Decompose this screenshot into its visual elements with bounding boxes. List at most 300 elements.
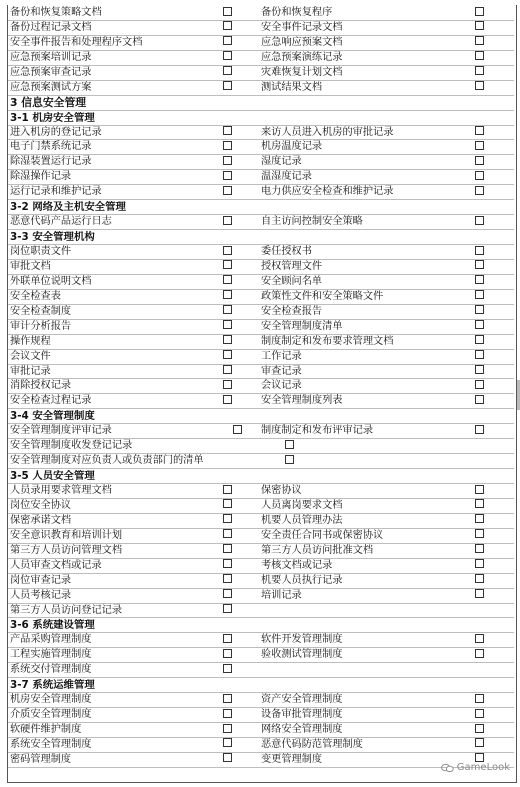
item-label: 安全管理制度收发登记记录 (10, 440, 133, 452)
checkbox[interactable] (475, 156, 484, 165)
subsection-heading (8, 618, 514, 633)
watermark (441, 762, 510, 773)
checkbox[interactable] (475, 216, 484, 225)
item-label: 安全检查过程记录 (10, 395, 92, 407)
checkbox[interactable] (223, 320, 232, 329)
checkbox[interactable] (475, 246, 484, 255)
item-checkbox-cell (195, 21, 259, 35)
subsection-heading (8, 230, 514, 245)
item-label: 安全意识教育和培训计划 (10, 529, 123, 541)
item-checkbox-cell (446, 155, 512, 169)
checkbox[interactable] (223, 574, 232, 583)
checkbox[interactable] (475, 21, 484, 30)
item-label: 工作记录 (261, 350, 302, 362)
checkbox[interactable] (223, 260, 232, 269)
checkbox[interactable] (223, 724, 232, 733)
item-label: 制度制定和发布评审记录 (261, 425, 374, 437)
item-checkbox-cell (446, 544, 512, 558)
item-label: 考核文档或记录 (261, 559, 333, 571)
checkbox[interactable] (223, 335, 232, 344)
item-checkbox-cell (446, 589, 512, 603)
checkbox[interactable] (475, 260, 484, 269)
checkbox[interactable] (475, 126, 484, 135)
subsection-title: 3-2 网络及主机安全管理 (10, 201, 126, 214)
item-checkbox-cell (195, 723, 259, 737)
checkbox[interactable] (475, 350, 484, 359)
item-checkbox-cell (446, 365, 512, 379)
checkbox[interactable] (223, 604, 232, 613)
item-label: 测试结果文档 (261, 81, 323, 93)
item-label: 除湿装置运行记录 (10, 156, 92, 168)
item-checkbox-cell (195, 215, 259, 229)
item-checkbox-cell (446, 126, 512, 140)
item-label: 产品采购管理制度 (10, 634, 92, 646)
table-row (8, 335, 514, 350)
checkbox[interactable] (223, 365, 232, 374)
item-label: 应急预案培训记录 (10, 51, 92, 63)
item-label: 湿度记录 (261, 156, 302, 168)
item-checkbox-cell (195, 6, 259, 20)
item-label: 第三方人员访问登记记录 (10, 604, 123, 616)
item-checkbox-cell (215, 424, 259, 438)
checkbox[interactable] (223, 694, 232, 703)
checkbox[interactable] (223, 395, 232, 404)
item-label: 岗位职责文件 (10, 246, 72, 257)
item-checkbox-cell (195, 275, 259, 289)
checkbox[interactable] (223, 544, 232, 553)
checkbox[interactable] (475, 320, 484, 329)
item-checkbox-cell (195, 245, 259, 259)
item-label: 介质安全管理制度 (10, 709, 92, 721)
table-row (8, 185, 514, 200)
item-checkbox-cell (446, 574, 512, 588)
item-checkbox-cell (195, 155, 259, 169)
item-label: 人员录用要求管理文档 (10, 485, 112, 496)
item-checkbox-cell (446, 424, 512, 438)
checkbox[interactable] (223, 186, 232, 195)
item-checkbox-cell (446, 260, 512, 274)
table-row (8, 559, 514, 574)
table-row (8, 275, 514, 290)
table-row (8, 723, 514, 738)
item-label: 安全检查报告 (261, 305, 323, 317)
checkbox[interactable] (223, 66, 232, 75)
checkbox[interactable] (223, 81, 232, 90)
item-label: 人员离岗要求文档 (261, 499, 343, 511)
item-checkbox-cell (195, 604, 259, 618)
checkbox[interactable] (475, 738, 484, 747)
subsection-heading (8, 469, 514, 484)
item-label: 岗位审查记录 (10, 574, 72, 586)
item-checkbox-cell (446, 185, 512, 199)
item-label: 人员考核记录 (10, 589, 72, 601)
checkbox[interactable] (223, 290, 232, 299)
subsection-title: 3-5 人员安全管理 (10, 470, 95, 483)
item-checkbox-cell (446, 335, 512, 349)
table-row (8, 633, 514, 648)
watermark-text: GameLook (456, 762, 510, 773)
checkbox[interactable] (233, 425, 242, 434)
table-row (8, 738, 514, 753)
table-row (8, 365, 514, 380)
item-label: 进入机房的登记记录 (10, 126, 102, 138)
checkbox[interactable] (223, 21, 232, 30)
table-row (8, 499, 514, 514)
item-checkbox-cell (195, 484, 259, 498)
table-row (8, 454, 514, 469)
item-checkbox-cell (195, 365, 259, 379)
item-checkbox-cell (446, 738, 512, 752)
table-row (8, 170, 514, 185)
item-label: 电力供应安全检查和维护记录 (261, 186, 394, 198)
subsection-title: 3-6 系统建设管理 (10, 619, 95, 632)
item-checkbox-cell (446, 305, 512, 319)
item-checkbox-cell (195, 738, 259, 752)
item-checkbox-cell (195, 36, 259, 50)
table-row (8, 484, 514, 499)
item-label: 安全顾问名单 (261, 275, 323, 287)
checkbox[interactable] (285, 455, 294, 464)
item-checkbox-cell (446, 6, 512, 20)
checkbox[interactable] (223, 664, 232, 673)
item-label: 应急预案测试方案 (10, 81, 92, 93)
item-label: 灾难恢复计划文档 (261, 66, 343, 78)
item-checkbox-cell (195, 51, 259, 65)
item-checkbox-cell (195, 514, 259, 528)
table-row (8, 544, 514, 559)
item-checkbox-cell (195, 753, 259, 767)
item-checkbox-cell (446, 529, 512, 543)
item-checkbox-cell (446, 484, 512, 498)
item-checkbox-cell (446, 320, 512, 334)
item-checkbox-cell (446, 21, 512, 35)
checkbox[interactable] (223, 649, 232, 658)
item-label: 运行记录和维护记录 (10, 186, 102, 198)
item-checkbox-cell (446, 693, 512, 707)
checkbox[interactable] (223, 171, 232, 180)
checkbox[interactable] (223, 589, 232, 598)
table-row (8, 260, 514, 275)
item-checkbox-cell (195, 499, 259, 513)
item-checkbox-cell (285, 439, 315, 453)
item-label: 审批记录 (10, 365, 51, 377)
table-row (8, 51, 514, 66)
item-checkbox-cell (195, 544, 259, 558)
item-label: 授权管理文件 (261, 260, 323, 272)
item-label: 安全管理制度对应负责人或负责部门的清单 (10, 455, 204, 467)
item-checkbox-cell (195, 589, 259, 603)
item-label: 安全事件记录文档 (261, 21, 343, 33)
item-checkbox-cell (446, 275, 512, 289)
subsection-title: 3-3 安全管理机构 (10, 231, 95, 244)
item-checkbox-cell (195, 305, 259, 319)
subsection-title: 3-4 安全管理制度 (10, 410, 95, 423)
item-checkbox-cell (195, 170, 259, 184)
item-label: 会议文件 (10, 350, 51, 362)
checkbox[interactable] (475, 335, 484, 344)
item-label: 应急响应预案文档 (261, 36, 343, 48)
table-row (8, 604, 514, 619)
item-label: 温湿度记录 (261, 171, 312, 183)
item-label: 备份和恢复程序 (261, 7, 333, 18)
item-label: 政策性文件和安全策略文件 (261, 290, 384, 302)
item-label: 安全检查表 (10, 290, 61, 302)
checkbox[interactable] (475, 649, 484, 658)
item-checkbox-cell (195, 81, 259, 95)
table-row (8, 245, 514, 260)
checkbox[interactable] (475, 544, 484, 553)
item-label: 机房温度记录 (261, 141, 323, 153)
checkbox[interactable] (475, 365, 484, 374)
checkbox[interactable] (475, 380, 484, 389)
subsection-heading (8, 409, 514, 424)
item-label: 系统交付管理制度 (10, 664, 92, 676)
table-row (8, 708, 514, 723)
item-label: 变更管理制度 (261, 753, 323, 765)
checkbox[interactable] (223, 514, 232, 523)
table-row (8, 753, 514, 768)
item-label: 除湿操作记录 (10, 171, 72, 183)
checkbox[interactable] (475, 724, 484, 733)
item-checkbox-cell (446, 394, 512, 408)
checkbox[interactable] (475, 51, 484, 60)
checkbox[interactable] (223, 275, 232, 284)
item-label: 应急预案审查记录 (10, 66, 92, 78)
item-label: 密码管理制度 (10, 753, 72, 765)
item-checkbox-cell (195, 260, 259, 274)
table-row (8, 379, 514, 394)
item-label: 岗位安全协议 (10, 499, 72, 511)
item-label: 安全责任合同书或保密协议 (261, 529, 384, 541)
item-checkbox-cell (195, 379, 259, 393)
item-checkbox-cell (446, 290, 512, 304)
item-label: 安全管理制度列表 (261, 395, 343, 407)
item-checkbox-cell (195, 350, 259, 364)
item-checkbox-cell (446, 350, 512, 364)
item-label: 资产安全管理制度 (261, 694, 343, 706)
checkbox[interactable] (475, 81, 484, 90)
item-label: 恶意代码防范管理制度 (261, 738, 363, 750)
item-checkbox-cell (195, 320, 259, 334)
checkbox[interactable] (223, 499, 232, 508)
item-label: 验收测试管理制度 (261, 649, 343, 661)
checkbox[interactable] (475, 559, 484, 568)
item-label: 委任授权书 (261, 246, 312, 257)
checkbox[interactable] (223, 753, 232, 762)
item-checkbox-cell (195, 574, 259, 588)
item-label: 工程实施管理制度 (10, 649, 92, 661)
item-checkbox-cell (446, 514, 512, 528)
checkbox[interactable] (223, 380, 232, 389)
checkbox[interactable] (223, 485, 232, 494)
table-row (8, 36, 514, 51)
table-row (8, 529, 514, 544)
checkbox[interactable] (475, 694, 484, 703)
item-label: 外联单位说明文档 (10, 275, 92, 287)
item-label: 人员审查文档或记录 (10, 559, 102, 571)
item-checkbox-cell (446, 81, 512, 95)
checkbox[interactable] (475, 395, 484, 404)
item-label: 操作规程 (10, 335, 51, 347)
section-heading (8, 96, 514, 111)
checkbox[interactable] (475, 141, 484, 150)
item-label: 网络安全管理制度 (261, 724, 343, 735)
table-row (8, 155, 514, 170)
checkbox[interactable] (475, 514, 484, 523)
item-label: 审查记录 (261, 365, 302, 377)
item-checkbox-cell (446, 170, 512, 184)
table-row (8, 81, 514, 96)
item-checkbox-cell (195, 529, 259, 543)
checkbox[interactable] (475, 7, 484, 16)
checkbox[interactable] (223, 634, 232, 643)
checkbox[interactable] (475, 186, 484, 195)
table-row (8, 66, 514, 81)
item-label: 来访人员进入机房的审批记录 (261, 126, 394, 138)
item-label: 电子门禁系统记录 (10, 141, 92, 153)
checkbox[interactable] (475, 305, 484, 314)
table-row (8, 6, 514, 21)
item-label: 应急预案演练记录 (261, 51, 343, 63)
checkbox[interactable] (223, 36, 232, 45)
checkbox[interactable] (475, 589, 484, 598)
item-checkbox-cell (446, 245, 512, 259)
item-checkbox-cell (446, 51, 512, 65)
item-label: 安全管理制度评审记录 (10, 425, 112, 437)
table-row (8, 514, 514, 529)
item-checkbox-cell (446, 36, 512, 50)
checkbox[interactable] (475, 36, 484, 45)
item-checkbox-cell (195, 290, 259, 304)
item-checkbox-cell (446, 140, 512, 154)
checkbox[interactable] (223, 559, 232, 568)
checkbox[interactable] (475, 275, 484, 284)
checkbox[interactable] (475, 529, 484, 538)
item-label: 安全事件报告和处理程序文档 (10, 36, 143, 48)
item-checkbox-cell (195, 335, 259, 349)
table-row (8, 439, 514, 454)
item-checkbox-cell (195, 140, 259, 154)
item-label: 机要人员执行记录 (261, 574, 343, 586)
subsection-heading (8, 200, 514, 215)
checkbox[interactable] (223, 141, 232, 150)
item-checkbox-cell (195, 648, 259, 662)
item-checkbox-cell (195, 394, 259, 408)
item-label: 保密承诺文档 (10, 514, 72, 526)
checkbox[interactable] (223, 709, 232, 718)
checkbox[interactable] (475, 499, 484, 508)
item-label: 第三方人员访问管理文档 (10, 544, 123, 556)
checkbox[interactable] (223, 216, 232, 225)
item-checkbox-cell (195, 663, 259, 677)
item-label: 备份过程记录文档 (10, 21, 92, 33)
checkbox[interactable] (475, 634, 484, 643)
item-label: 第三方人员访问批准文档 (261, 544, 374, 556)
table-row (8, 290, 514, 305)
item-checkbox-cell (446, 215, 512, 229)
checkbox[interactable] (475, 290, 484, 299)
item-checkbox-cell (195, 185, 259, 199)
item-label: 制度制定和发布要求管理文档 (261, 335, 394, 347)
item-label: 审计分析报告 (10, 320, 72, 332)
checkbox[interactable] (285, 440, 294, 449)
checkbox[interactable] (223, 51, 232, 60)
checkbox[interactable] (223, 7, 232, 16)
item-label: 自主访问控制安全策略 (261, 216, 363, 228)
item-checkbox-cell (446, 559, 512, 573)
checkbox[interactable] (223, 126, 232, 135)
checkbox[interactable] (475, 66, 484, 75)
table-row (8, 663, 514, 678)
checkbox[interactable] (223, 350, 232, 359)
item-checkbox-cell (446, 633, 512, 647)
item-checkbox-cell (195, 66, 259, 80)
item-checkbox-cell (446, 648, 512, 662)
subsection-title: 3-1 机房安全管理 (10, 111, 95, 124)
item-label: 培训记录 (261, 589, 302, 601)
item-checkbox-cell (195, 633, 259, 647)
item-label: 系统安全管理制度 (10, 738, 92, 750)
item-label: 机要人员管理办法 (261, 514, 343, 526)
item-label: 审批文档 (10, 260, 51, 272)
item-label: 会议记录 (261, 380, 302, 392)
checkbox[interactable] (223, 305, 232, 314)
item-label: 恶意代码产品运行日志 (10, 216, 112, 228)
table-row (8, 320, 514, 335)
table-row (8, 140, 514, 155)
checkbox[interactable] (475, 485, 484, 494)
checkbox[interactable] (475, 574, 484, 583)
item-checkbox-cell (195, 708, 259, 722)
checkbox[interactable] (475, 171, 484, 180)
table-row (8, 21, 514, 36)
item-label: 安全管理制度清单 (261, 320, 343, 332)
subsection-title: 3-7 系统运维管理 (10, 679, 95, 692)
item-label: 消除授权记录 (10, 380, 72, 392)
item-label: 安全检查制度 (10, 305, 72, 317)
checkbox[interactable] (475, 425, 484, 434)
item-checkbox-cell (446, 708, 512, 722)
checkbox[interactable] (223, 529, 232, 538)
item-checkbox-cell (285, 454, 315, 468)
table-row (8, 215, 514, 230)
item-label: 软件开发管理制度 (261, 634, 343, 646)
checkbox[interactable] (223, 156, 232, 165)
table-row (8, 589, 514, 604)
table-row (8, 574, 514, 589)
checkbox[interactable] (475, 709, 484, 718)
item-checkbox-cell (446, 499, 512, 513)
item-label: 备份和恢复策略文档 (10, 7, 102, 18)
item-label: 保密协议 (261, 485, 302, 496)
table-row (8, 424, 514, 439)
table-row (8, 648, 514, 663)
item-label: 设备审批管理制度 (261, 709, 343, 721)
item-checkbox-cell (195, 693, 259, 707)
item-checkbox-cell (195, 559, 259, 573)
item-label: 机房安全管理制度 (10, 694, 92, 706)
table-row (8, 305, 514, 320)
checkbox[interactable] (223, 246, 232, 255)
item-label: 软硬件维护制度 (10, 724, 82, 735)
section-title: 3 信息安全管理 (10, 95, 87, 109)
subsection-heading (8, 678, 514, 693)
item-checkbox-cell (446, 379, 512, 393)
item-checkbox-cell (446, 66, 512, 80)
subsection-heading (8, 111, 514, 126)
table-row (8, 693, 514, 708)
checkbox[interactable] (223, 738, 232, 747)
